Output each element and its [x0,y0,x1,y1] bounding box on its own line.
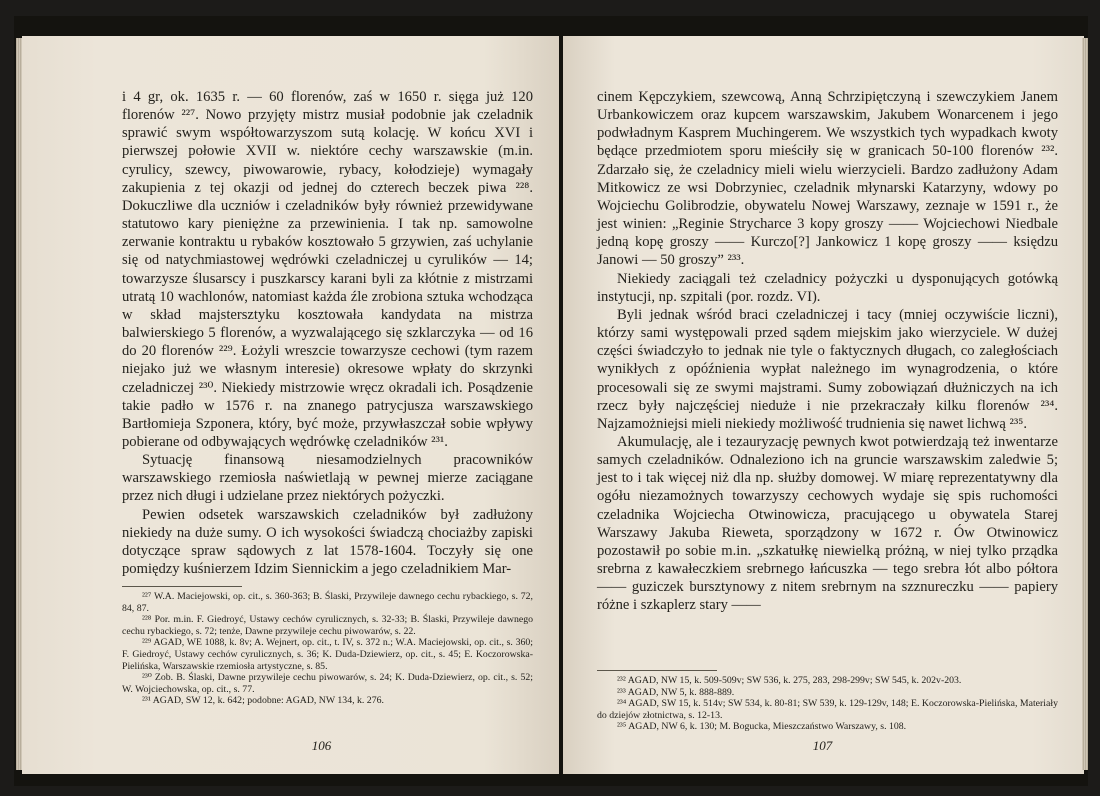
right-body-text [597,88,1058,670]
left-paragraph-2: Sytuację finansową niesamodzielnych pracowników warszawskiego rzemiosła naświetlają w pewnej mierze zaciągane przez nich długi i udzielane przez niektórych pożyczki. [122,452,533,505]
left-page [22,36,559,774]
right-paragraph-4: Akumulację, ale i tezauryzację pewnych kwot potwierdzają też inwentarze samych czeladników. Odnaleziono ich na gruncie warszawskim zaledwie 5; jest to i tak więcej niż dla np. służby domowej. W miarę reprezentatywny dla ogółu niezamożnych towarzyszy cechowych wydaje się spis ruchomości czeladnika Wojciecha Otwinowicza, pracującego u obywatela Starej Warszawy Jakuba Rieweta, sporządzony w 1672 r. Ów Otwinowicz pozostawił po sobie m.in. „szkatułkę niewielką próżną, w niej tylko prządka srebrna z kawałeczkiem srebrnego łańcuszka — tego srebra łót albo półtora —— guziczek bursztynowy z nitem srebrnym na szznureczku —— papiery różne i szkaplerz stary —— [597,433,1058,614]
left-body-text [122,88,533,586]
left-paragraph-1: i 4 gr, ok. 1635 r. — 60 florenów, zaś w 1650 r. sięga już 120 florenów ²²⁷. Nowo przyjęty mistrz musiał podobnie jak czeladnik sprawić swym współtowarzyszom sutą kolację. W końcu XVI i pierwszej połowie XVII w. niektóre cechy warszawskie (m.in. cyrulicy, szewcy, piwowarowie, rybacy, kołodzieje) wymagały zakupienia z tej okazji od jednej do czterech beczek piwa ²²⁸. Dokuczliwe dla uczniów i czeladników były również przewidywane statutowo kary pieniężne za przewinienia. I tak np. samowolne zerwanie kontraktu u rybaków kosztowało 5 grzywien, zaś uchylanie się od natychmiastowej wędrówki czeladniczej u cyrulików — 14; towarzysze ślusarscy i puszkarscy karani byli za kłótnie z mistrzami utratą 10 wachlonów, natomiast każda źle zrobiona sztuka wchodząca w skład majstersztyku kosztowała kandydata na mistrza balwierskiego 5 florenów, a wyzwalającego się szklarczyka — od 16 do 20 florenów ²²⁹. Łożyli wreszcie towarzysze cechowi (tym razem niejako już we własnym interesie) okresowe wpłaty do skrzynki czeladniczej ²³⁰. Niekiedy mistrzowie wręcz okradali ich. Posądzenie takie padło w 1576 r. na znanego patrycjusza warszawskiego Bartłomieja Szponera, który, być może, przywłaszczał sobie wpływy pobierane od odbywających wędrówkę czeladników ²³¹. [122,89,533,450]
footnote-229: ²²⁹ AGAD, WE 1088, k. 8v; A. Wejnert, op. cit., t. IV, s. 372 n.; W.A. Maciejowski, op. cit., s. 360; F. Giedroyć, Ustawy cechów cyrulicznych, s. 36; K. Duda-Dziewierz, op. cit., s. 45; E. Koczorowska-Pielińska, Warszawskie rzemiosła artystyczne, s. 85. [122,637,533,672]
footnote-227: ²²⁷ W.A. Maciejowski, op. cit., s. 360-363; B. Ślaski, Przywileje dawnego cechu rybackiego, s. 72, 84, 87. [122,591,533,614]
footnote-235: ²³⁵ AGAD, NW 6, k. 130; M. Bogucka, Mieszczaństwo Warszawy, s. 108. [617,721,907,733]
right-page [563,36,1084,774]
left-footnotes [122,591,533,707]
page-number-right: 107 [812,738,833,753]
footnote-rule-left [122,586,242,587]
footnote-233: ²³³ AGAD, NW 5, k. 888-889. [617,686,735,698]
right-paragraph-3: Byli jednak wśród braci czeladniczej i tacy (mniej oczywiście liczni), którzy sami występowali przed sądem miejskim jako wierzyciele. W dużej części świadczyło to jednak nie tyle o faktycznych długach, co zaległościach wynikłych z opóźnienia wypłat należnego im wynagrodzenia, o które procesowali się ze swymi majstrami. Sumy zobowiązań dłużniczych na ich rzecz były najczęściej nieduże i nie przekraczały kilku florenów ²³⁴. Najzamożniejsi mieli niekiedy możliwość trudnienia się nawet lichwą ²³⁵. [597,306,1058,432]
left-paragraph-3: Pewien odsetek warszawskich czeladników był zadłużony niekiedy na duże sumy. O ich wysokości świadczą chociażby zapiski dotyczące spraw sądowych z lat 1578-1604. Toczyły się one pomiędzy kuśnierzem Idzim Siennickim a jego czeladnikiem Mar- [122,506,533,578]
page-number-left: 106 [311,738,332,753]
open-book [14,16,1088,786]
footnote-231: ²³¹ AGAD, SW 12, k. 642; podobne: AGAD, NW 134, k. 276. [142,695,384,707]
page-edges-right [1082,38,1088,770]
footnote-234: ²³⁴ AGAD, SW 15, k. 514v; SW 534, k. 80-81; SW 539, k. 129-129v, 148; E. Koczorowska-Pielińska, Materiały do dziejów złotnictwa, s. 12-13. [597,698,1058,721]
footnote-228: ²²⁸ Por. m.in. F. Giedroyć, Ustawy cechów cyrulicznych, s. 32-33; B. Ślaski, Przywileje dawnego cechu rybackiego, s. 72; tenże, Dawne przywileje cechu piwowarów, s. 22. [122,614,533,637]
footnote-230: ²³⁰ Zob. B. Ślaski, Dawne przywileje cechu piwowarów, s. 24; K. Duda-Dziewierz, op. cit., s. 52; W. Wojciechowska, op. cit., s. 77. [122,672,533,695]
right-paragraph-2: Niekiedy zaciągali też czeladnicy pożyczki u dysponujących gotówką instytucji, np. szpitali (por. rozdz. VI). [597,270,1058,305]
footnote-232: ²³² AGAD, NW 15, k. 509-509v; SW 536, k. 275, 283, 298-299v; SW 545, k. 202v-203. [617,675,962,686]
right-footnotes [597,675,1058,733]
footnote-rule-right [597,670,717,671]
right-paragraph-1: cinem Kępczykiem, szewcową, Anną Schrzipiętczyną i szewczykiem Janem Urbankowiczem oraz kupcem warszawskim, Jakubem Wonarcenem i jego podwładnym Kasprem Muchingerem. We wszystkich tych wypadkach kwoty będące przedmiotem sporu mieściły się w granicach 50-100 florenów ²³². Zdarzało się, że czeladnicy mieli wielu wierzycieli. Bardzo zadłużony Adam Mitkowicz ze wsi Dobrzyniec, czeladnik młynarski Katarzyny, wdowy po Wojciechu Golibrodzie, obywatelu Nowej Warszawy, zeznaje w 1591 r., że jest winien: „Reginie Strycharce 3 kopy groszy —— Wojciechowi Niedbale jedną kopę groszy —— Kurczo[?] Jankowicz 1 kopę groszy —— księdzu Janowi — 50 groszy” ²³³. [597,89,1058,269]
